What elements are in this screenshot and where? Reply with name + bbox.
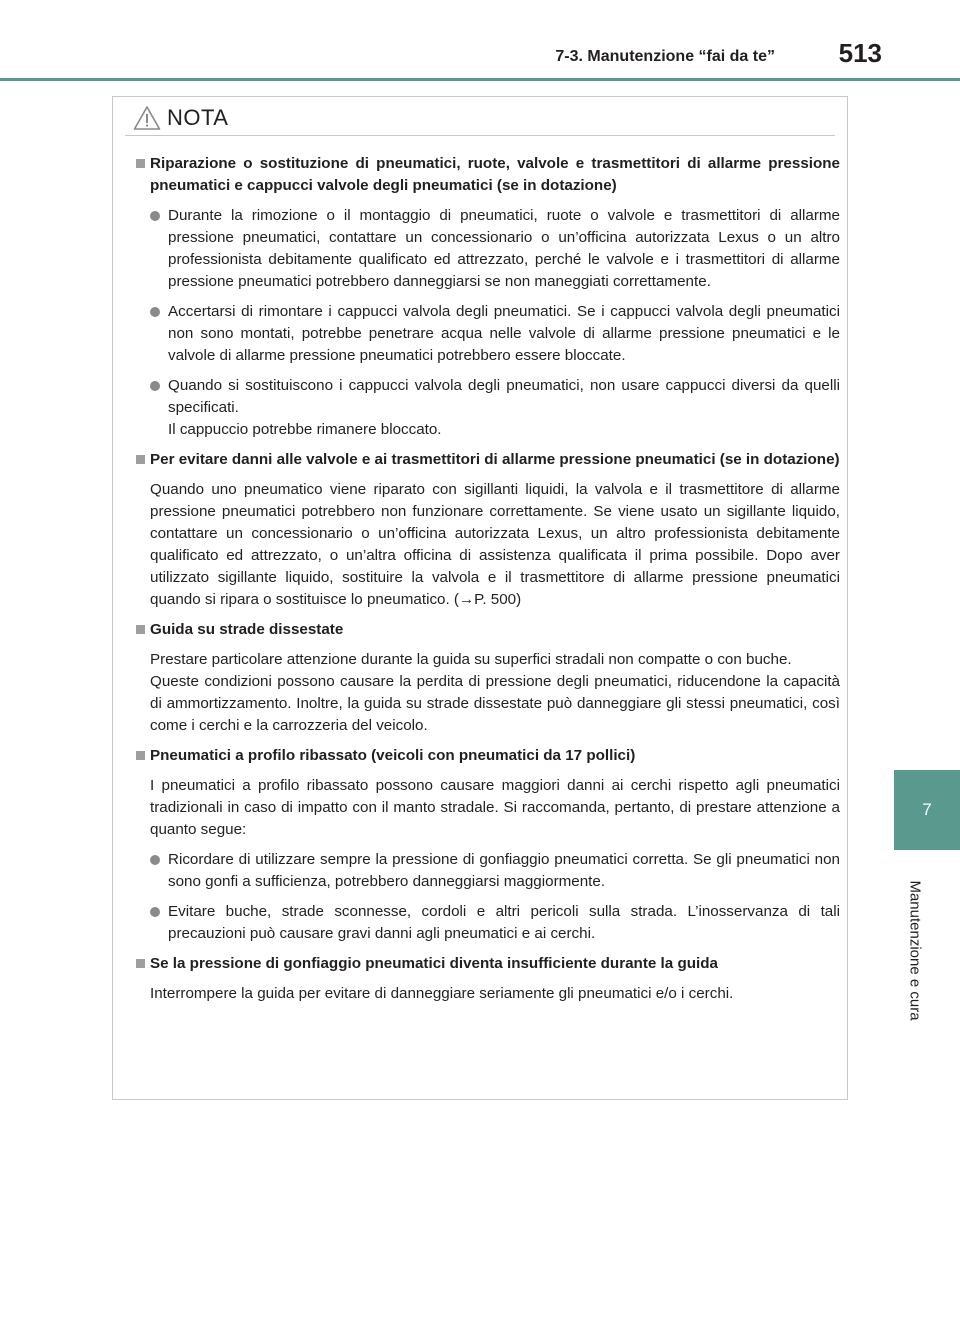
chapter-label: Manutenzione e cura — [906, 879, 924, 1021]
chapter-label-container — [900, 870, 930, 1030]
section-paragraph: Quando uno pneumatico viene riparato con sigillanti liquidi, la valvola e il trasmettitore di allarme pressione pneumatici potrebbero non funzionare correttamente. Se viene usato un sigillante liquido, contattare un concessionario o un’officina autorizzata Lexus, un altro professionista debitamente qualificato ed attrezzato, o un’altra officina di assistenza qualificata il prima possibile. Dopo aver utilizzato sigillante liquido, sostituire la valvola e il trasmettitore di allarme pressione pneumatici quando si ripara o sostituisce lo pneumatico. (→P. 500) — [150, 481, 840, 608]
section-heading: Pneumatici a profilo ribassato (veicoli con pneumatici da 17 pollici) — [136, 745, 840, 767]
round-bullet-icon — [150, 381, 160, 391]
page-number: 513 — [838, 38, 882, 68]
bullet-item: Durante la rimozione o il montaggio di pneumatici, ruote o valvole e trasmettitori di allarme pressione pneumatici, contattare un concessionario o un’officina autorizzata Lexus o un altro professionista debitamente qualificato ed attrezzato, perché le valvole e i trasmettitori di allarme pressione pneumatici potrebbero danneggiarsi se non maneggiati correttamente. — [136, 205, 840, 293]
note-section — [136, 619, 840, 737]
section-paragraph: I pneumatici a profilo ribassato possono causare maggiori danni ai cerchi rispetto agli pneumatici tradizionali in caso di impatto con il manto stradale. Si raccomanda, pertanto, di prestare attenzione a quanto segue: — [150, 777, 840, 838]
note-section — [136, 745, 840, 945]
square-bullet-icon — [136, 455, 145, 464]
square-bullet-icon — [136, 625, 145, 634]
bullet-item: Accertarsi di rimontare i cappucci valvola degli pneumatici. Se i cappucci valvola degli pneumatici non sono montati, potrebbe penetrare acqua nelle valvole di allarme pressione pneumatici e le valvole di allarme pressione pneumatici potrebbero essere bloccate. — [136, 301, 840, 367]
bullet-item: Ricordare di utilizzare sempre la pressione di gonfiaggio pneumatici corretta. Se gli pneumatici non sono gonfi a sufficienza, potrebbero danneggiarsi maggiormente. — [136, 849, 840, 893]
section-paragraph: Interrompere la guida per evitare di danneggiare seriamente gli pneumatici e/o i cerchi. — [150, 985, 734, 1002]
warning-triangle-icon — [133, 105, 161, 131]
square-bullet-icon — [136, 751, 145, 760]
section-heading: Guida su strade dissestate — [136, 619, 840, 641]
section-paragraph: Prestare particolare attenzione durante la guida su superfici stradali non compatte o con buche. Queste condizioni possono causare la perdita di pressione degli pneumatici, riducendone la capacità di ammortizzamento. Inoltre, la guida su strade dissestate può danneggiare gli stessi pneumatici, così come i cerchi e la carrozzeria del veicolo. — [150, 651, 840, 734]
note-header — [133, 103, 228, 133]
note-content — [136, 153, 840, 1013]
round-bullet-icon — [150, 211, 160, 221]
square-bullet-icon — [136, 959, 145, 968]
bullet-item: Evitare buche, strade sconnesse, cordoli e altri pericoli sulla strada. L’inosservanza di tali precauzioni può causare gravi danni agli pneumatici e ai cerchi. — [136, 901, 840, 945]
round-bullet-icon — [150, 307, 160, 317]
section-heading: Riparazione o sostituzione di pneumatici, ruote, valvole e trasmettitori di allarme pressione pneumatici e cappucci valvole degli pneumatici (se in dotazione) — [136, 153, 840, 197]
note-section — [136, 153, 840, 441]
header-rule — [0, 78, 960, 81]
note-title: NOTA — [167, 105, 229, 130]
chapter-tab — [894, 770, 960, 850]
bullet-item: Quando si sostituiscono i cappucci valvola degli pneumatici, non usare cappucci diversi da quelli specificati. Il cappuccio potrebbe rimanere bloccato. — [136, 375, 840, 441]
square-bullet-icon — [136, 159, 145, 168]
note-section — [136, 449, 840, 611]
note-divider — [125, 135, 835, 136]
section-heading: Per evitare danni alle valvole e ai trasmettitori di allarme pressione pneumatici (se in dotazione) — [136, 449, 840, 471]
section-title: 7-3. Manutenzione “fai da te” — [555, 48, 775, 65]
note-section — [136, 953, 840, 1005]
round-bullet-icon — [150, 855, 160, 865]
chapter-number: 7 — [922, 800, 932, 819]
round-bullet-icon — [150, 907, 160, 917]
note-box — [112, 96, 848, 1100]
section-heading: Se la pressione di gonfiaggio pneumatici diventa insufficiente durante la guida — [136, 953, 840, 975]
